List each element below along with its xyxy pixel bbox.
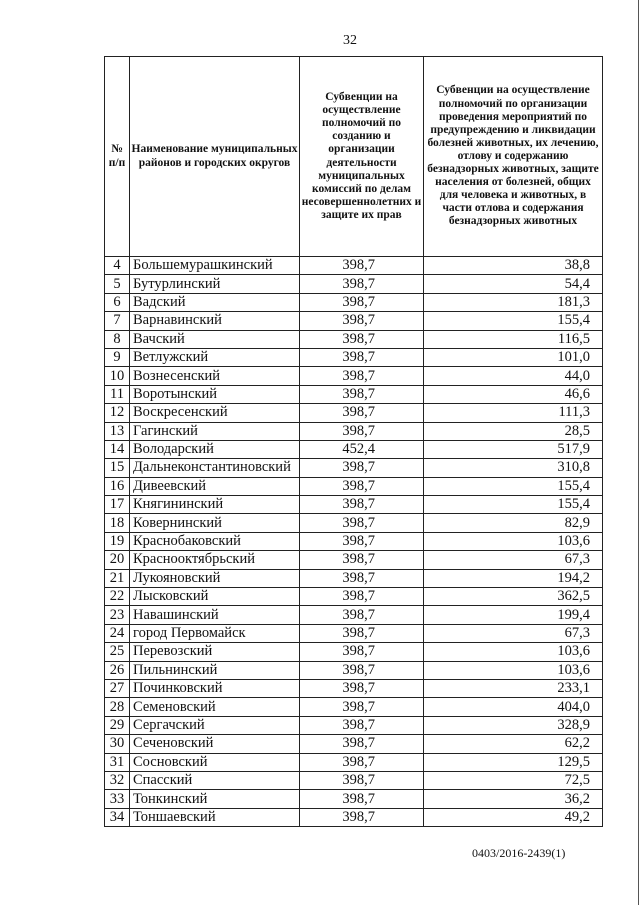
municipality-name: Тоншаевский	[130, 808, 300, 826]
document-code: 0403/2016-2439(1)	[472, 846, 566, 860]
row-number: 5	[105, 275, 130, 293]
row-number: 14	[105, 440, 130, 458]
table-row	[105, 422, 603, 440]
table-row	[105, 808, 603, 826]
table-row	[105, 477, 603, 495]
table-row	[105, 496, 603, 514]
row-number: 31	[105, 753, 130, 771]
table-row	[105, 735, 603, 753]
subsidy-animals-value: 194,2	[424, 569, 603, 587]
row-number: 28	[105, 698, 130, 716]
municipality-name: Бутурлинский	[130, 275, 300, 293]
table-row	[105, 312, 603, 330]
page-number: 32	[343, 33, 357, 48]
subsidy-commissions-value: 398,7	[300, 275, 424, 293]
table-row	[105, 293, 603, 311]
subsidy-animals-value: 38,8	[424, 257, 603, 275]
municipality-name: Сосновский	[130, 753, 300, 771]
subsidy-animals-value: 62,2	[424, 735, 603, 753]
subsidy-commissions-value: 398,7	[300, 588, 424, 606]
row-number: 27	[105, 679, 130, 697]
municipality-name: Перевозский	[130, 643, 300, 661]
municipality-name: Тонкинский	[130, 790, 300, 808]
row-number: 32	[105, 771, 130, 789]
subsidy-animals-value: 181,3	[424, 293, 603, 311]
municipality-name: Дальнеконстантиновский	[130, 459, 300, 477]
subsidy-commissions-value: 452,4	[300, 440, 424, 458]
row-number: 34	[105, 808, 130, 826]
municipality-name: Сергачский	[130, 716, 300, 734]
municipality-name: Ковернинский	[130, 514, 300, 532]
subsidy-animals-value: 101,0	[424, 348, 603, 366]
row-number: 10	[105, 367, 130, 385]
subsidy-commissions-value: 398,7	[300, 312, 424, 330]
municipality-name: Большемурашкинский	[130, 257, 300, 275]
subsidy-animals-value: 310,8	[424, 459, 603, 477]
row-number: 16	[105, 477, 130, 495]
subsidy-animals-value: 103,6	[424, 661, 603, 679]
row-number: 21	[105, 569, 130, 587]
row-number: 9	[105, 348, 130, 366]
header-number: № п/п	[105, 57, 130, 257]
table-row	[105, 588, 603, 606]
table-row	[105, 606, 603, 624]
header-subsidy-animals: Субвенции на осуществление полномочий по организации проведения мероприятий по предупреждению и ликвидации болезней животных, их лечению, отлову и содержанию безнадзорных животных, защите населения от болезней, общих для человека и животных, в части отлова и содержания безнадзорных животных	[424, 57, 603, 257]
table-row	[105, 771, 603, 789]
row-number: 6	[105, 293, 130, 311]
municipality-name: Гагинский	[130, 422, 300, 440]
subsidy-commissions-value: 398,7	[300, 385, 424, 403]
subsidy-animals-value: 328,9	[424, 716, 603, 734]
municipality-name: Вачский	[130, 330, 300, 348]
table-row	[105, 532, 603, 550]
municipality-name: Сеченовский	[130, 735, 300, 753]
table-body	[105, 257, 603, 827]
subsidies-table	[104, 56, 603, 827]
table-row	[105, 716, 603, 734]
municipality-name: Володарский	[130, 440, 300, 458]
subsidy-animals-value: 404,0	[424, 698, 603, 716]
subsidy-commissions-value: 398,7	[300, 293, 424, 311]
header-subsidy-commissions: Субвенции на осуществление полномочий по созданию и организации деятельности муниципальных комиссий по делам несовершеннолетних и защите их прав	[300, 57, 424, 257]
subsidy-commissions-value: 398,7	[300, 257, 424, 275]
municipality-name: Вознесенский	[130, 367, 300, 385]
municipality-name: Княгининский	[130, 496, 300, 514]
table-row	[105, 569, 603, 587]
row-number: 23	[105, 606, 130, 624]
subsidy-commissions-value: 398,7	[300, 661, 424, 679]
subsidy-animals-value: 155,4	[424, 477, 603, 495]
subsidy-animals-value: 72,5	[424, 771, 603, 789]
subsidy-commissions-value: 398,7	[300, 808, 424, 826]
subsidy-commissions-value: 398,7	[300, 348, 424, 366]
municipality-name: Лысковский	[130, 588, 300, 606]
row-number: 18	[105, 514, 130, 532]
municipality-name: Варнавинский	[130, 312, 300, 330]
subsidy-animals-value: 362,5	[424, 588, 603, 606]
subsidy-commissions-value: 398,7	[300, 679, 424, 697]
municipality-name: Починковский	[130, 679, 300, 697]
table-row	[105, 753, 603, 771]
subsidy-animals-value: 199,4	[424, 606, 603, 624]
municipality-name: Воскресенский	[130, 404, 300, 422]
municipality-name: Пильнинский	[130, 661, 300, 679]
table-row	[105, 367, 603, 385]
subsidy-commissions-value: 398,7	[300, 330, 424, 348]
row-number: 19	[105, 532, 130, 550]
row-number: 33	[105, 790, 130, 808]
subsidy-animals-value: 103,6	[424, 643, 603, 661]
subsidy-commissions-value: 398,7	[300, 753, 424, 771]
subsidy-commissions-value: 398,7	[300, 698, 424, 716]
table-row	[105, 514, 603, 532]
subsidy-animals-value: 155,4	[424, 496, 603, 514]
row-number: 11	[105, 385, 130, 403]
municipality-name: город Первомайск	[130, 624, 300, 642]
subsidy-animals-value: 517,9	[424, 440, 603, 458]
municipality-name: Краснооктябрьский	[130, 551, 300, 569]
subsidy-commissions-value: 398,7	[300, 624, 424, 642]
table-row	[105, 698, 603, 716]
subsidy-commissions-value: 398,7	[300, 716, 424, 734]
subsidy-animals-value: 67,3	[424, 624, 603, 642]
page-edge	[638, 0, 639, 905]
municipality-name: Спасский	[130, 771, 300, 789]
subsidy-animals-value: 129,5	[424, 753, 603, 771]
subsidy-animals-value: 49,2	[424, 808, 603, 826]
subsidy-commissions-value: 398,7	[300, 367, 424, 385]
subsidy-animals-value: 155,4	[424, 312, 603, 330]
subsidy-animals-value: 233,1	[424, 679, 603, 697]
table-row	[105, 459, 603, 477]
row-number: 26	[105, 661, 130, 679]
row-number: 17	[105, 496, 130, 514]
row-number: 22	[105, 588, 130, 606]
row-number: 25	[105, 643, 130, 661]
table-row	[105, 440, 603, 458]
table-row	[105, 679, 603, 697]
municipality-name: Семеновский	[130, 698, 300, 716]
subsidy-commissions-value: 398,7	[300, 790, 424, 808]
row-number: 30	[105, 735, 130, 753]
municipality-name: Ветлужский	[130, 348, 300, 366]
subsidy-commissions-value: 398,7	[300, 532, 424, 550]
municipality-name: Краснобаковский	[130, 532, 300, 550]
table-row	[105, 643, 603, 661]
table-header-row	[105, 57, 603, 257]
subsidy-animals-value: 54,4	[424, 275, 603, 293]
header-municipality: Наименование муниципальных районов и городских округов	[130, 57, 300, 257]
municipality-name: Лукояновский	[130, 569, 300, 587]
subsidy-commissions-value: 398,7	[300, 606, 424, 624]
table-row	[105, 624, 603, 642]
subsidy-commissions-value: 398,7	[300, 551, 424, 569]
table-row	[105, 348, 603, 366]
subsidy-commissions-value: 398,7	[300, 422, 424, 440]
subsidy-animals-value: 36,2	[424, 790, 603, 808]
subsidy-animals-value: 111,3	[424, 404, 603, 422]
row-number: 15	[105, 459, 130, 477]
table-row	[105, 551, 603, 569]
municipality-name: Дивеевский	[130, 477, 300, 495]
subsidy-commissions-value: 398,7	[300, 514, 424, 532]
subsidy-animals-value: 44,0	[424, 367, 603, 385]
subsidy-animals-value: 67,3	[424, 551, 603, 569]
subsidy-commissions-value: 398,7	[300, 404, 424, 422]
table-row	[105, 257, 603, 275]
row-number: 13	[105, 422, 130, 440]
row-number: 20	[105, 551, 130, 569]
subsidy-commissions-value: 398,7	[300, 771, 424, 789]
municipality-name: Вадский	[130, 293, 300, 311]
subsidy-commissions-value: 398,7	[300, 496, 424, 514]
subsidy-commissions-value: 398,7	[300, 569, 424, 587]
subsidy-animals-value: 82,9	[424, 514, 603, 532]
subsidy-commissions-value: 398,7	[300, 459, 424, 477]
subsidy-animals-value: 28,5	[424, 422, 603, 440]
subsidy-commissions-value: 398,7	[300, 735, 424, 753]
table-row	[105, 385, 603, 403]
row-number: 24	[105, 624, 130, 642]
municipality-name: Воротынский	[130, 385, 300, 403]
subsidy-commissions-value: 398,7	[300, 643, 424, 661]
table-row	[105, 404, 603, 422]
subsidy-commissions-value: 398,7	[300, 477, 424, 495]
municipality-name: Навашинский	[130, 606, 300, 624]
table-row	[105, 330, 603, 348]
table-row	[105, 275, 603, 293]
row-number: 29	[105, 716, 130, 734]
table-row	[105, 790, 603, 808]
row-number: 4	[105, 257, 130, 275]
subsidy-animals-value: 116,5	[424, 330, 603, 348]
row-number: 7	[105, 312, 130, 330]
table-row	[105, 661, 603, 679]
row-number: 8	[105, 330, 130, 348]
row-number: 12	[105, 404, 130, 422]
subsidy-animals-value: 103,6	[424, 532, 603, 550]
subsidy-animals-value: 46,6	[424, 385, 603, 403]
